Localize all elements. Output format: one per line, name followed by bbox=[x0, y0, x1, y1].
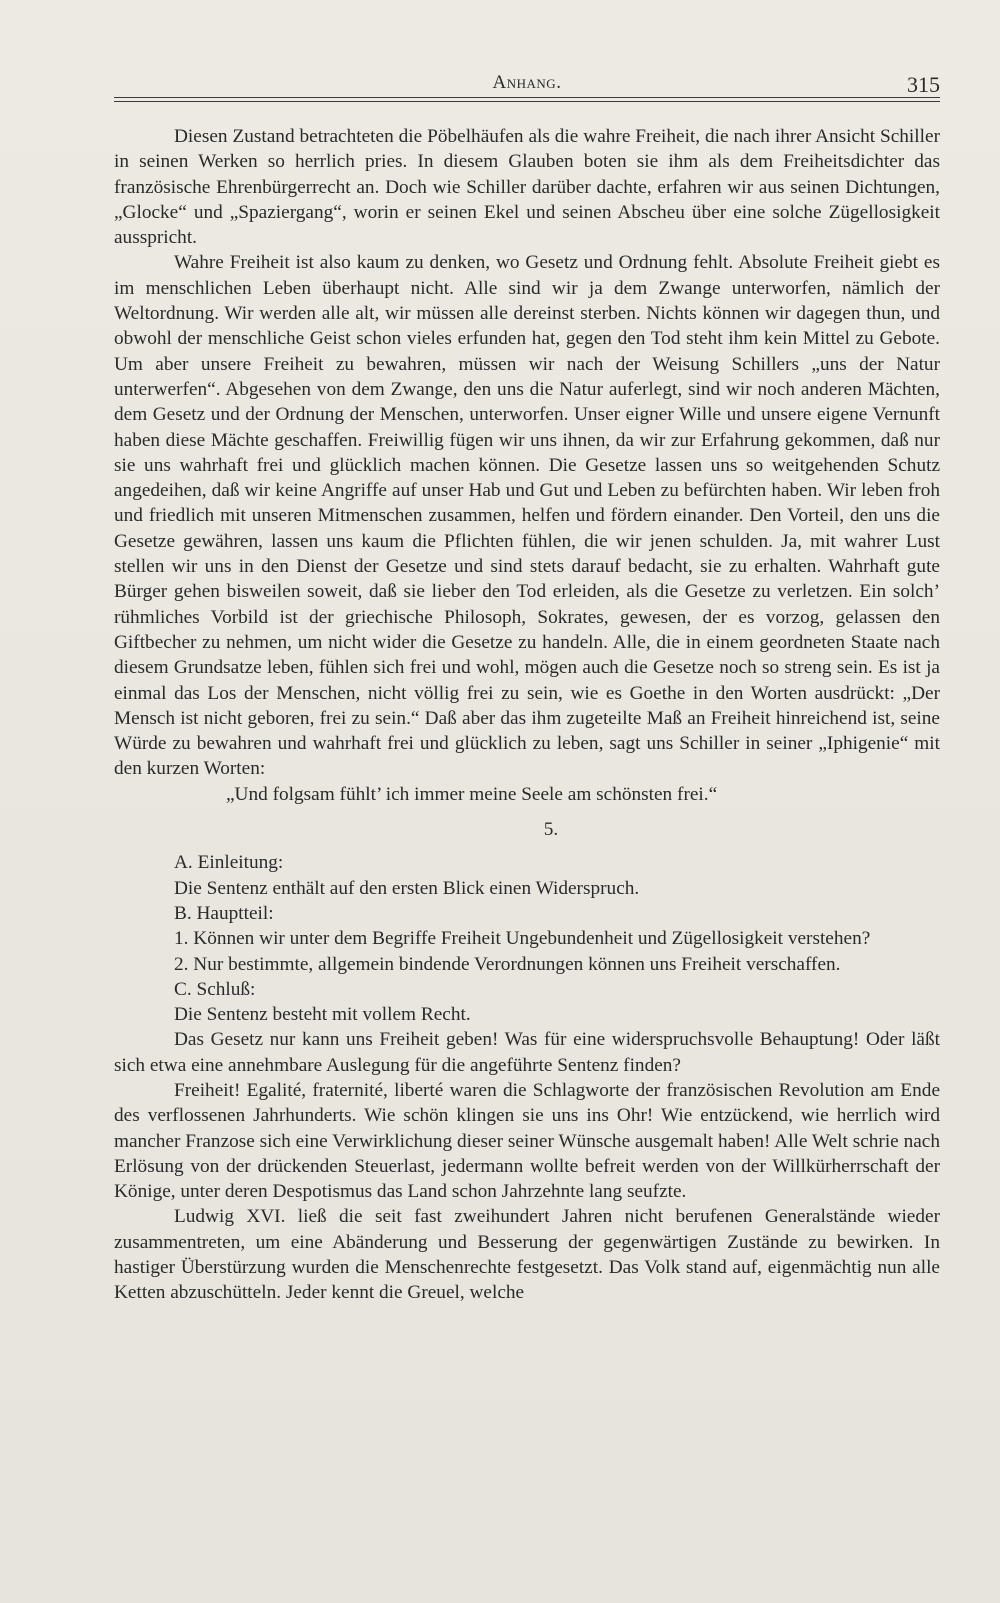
outline-c-text: Die Sentenz besteht mit vollem Recht. bbox=[174, 1004, 471, 1026]
paragraph-schiller-freedom: Diesen Zustand betrachteten die Pöbelhäufen als die wahre Freiheit, die nach ihrer Ansicht Schiller in seinen Werken so herrlich pries. In diesem Glauben boten sie ihm als dem Freiheitsdichter das französische Ehrenbürgerrecht an. Doch wie Schiller darüber dachte, erfahren wir aus seinen Dichtungen, „Glocke“ und „Spaziergang“, worin er seinen Ekel und seinen Abscheu über eine solche Zügellosigkeit ausspricht. bbox=[114, 126, 940, 249]
essay-paragraph-ludwig: Ludwig XVI. ließ die seit fast zweihundert Jahren nicht berufenen Generalstände wieder zusammentreten, um eine Abänderung und Besserung der gegenwärtigen Zustände zu bewirken. In hastiger Überstürzung wurden die Menschenrechte festgesetzt. Das Volk stand auf, eigenmächtig nun alle Ketten abzuschütteln. Jeder kennt die Greuel, welche bbox=[114, 1206, 940, 1304]
outline-a-text: Die Sentenz enthält auf den ersten Blick einen Widerspruch. bbox=[174, 877, 640, 899]
page-number: 315 bbox=[907, 72, 940, 97]
essay-paragraph-intro: Das Gesetz nur kann uns Freiheit geben! Was für eine widerspruchsvolle Behauptung! Oder läßt sich etwa eine annehmbare Auslegung für die angeführte Sentenz finden? bbox=[114, 1029, 940, 1076]
page-body bbox=[114, 124, 940, 1306]
outline-a-heading: A. Einleitung: bbox=[174, 852, 284, 874]
paragraph-true-freedom: Wahre Freiheit ist also kaum zu denken, wo Gesetz und Ordnung fehlt. Absolute Freiheit giebt es im menschlichen Leben überhaupt nicht. Alle sind wir ja dem Zwange unterworfen, nämlich der Weltordnung. Wir werden alle alt, wir müssen alle dereinst sterben. Nichts können wir dagegen thun, und obwohl der menschliche Geist schon vieles erfunden hat, gegen den Tod steht ihm kein Mittel zu Gebote. Um aber unsere Freiheit zu bewahren, müssen wir nach der Weisung Schillers „uns der Natur unterwerfen“. Abgesehen von dem Zwange, den uns die Natur auferlegt, sind wir noch anderen Mächten, dem Gesetz und der Ordnung der Menschen, unterworfen. Unser eigner Wille und unsere eigene Vernunft haben diese Mächte geschaffen. Freiwillig fügen wir uns ihnen, da wir zur Erfahrung gekommen, daß nur sie uns wahrhaft frei und glücklich machen können. Die Gesetze lassen uns so weitgehenden Schutz angedeihen, daß wir keine Angriffe auf unser Hab und Gut und Leben zu befürchten haben. Wir leben froh und friedlich mit unseren Mitmenschen zusammen, helfen und fördern einander. Den Vorteil, den uns die Gesetze gewähren, lassen uns kaum die Pflichten fühlen, die wir jenen schulden. Ja, mit wahrer Lust stellen wir uns in den Dienst der Gesetze und sind stets darauf bedacht, sie zu erhalten. Wahrhaft gute Bürger gehen bisweilen soweit, daß sie lieber den Tod erleiden, als die Gesetze zu verletzen. Ein solch’ rühmliches Vorbild ist der griechische Philosoph, Sokrates, gewesen, der es vorzog, gelassen den Giftbecher zu nehmen, um nicht wider die Gesetze zu handeln. Alle, die in einem geordneten Staate nach diesem Grundsatze leben, fühlen sich frei und wohl, mögen auch die Gesetze noch so streng sein. Es ist ja einmal das Los der Menschen, nicht völlig frei zu sein, wie es Goethe in den Worten ausdrückt: „Der Mensch ist nicht geboren, frei zu sein.“ Daß aber das ihm zugeteilte Maß an Freiheit hinreichend ist, seine Würde zu bewahren und wahrhaft frei und glücklich zu leben, sagt uns Schiller in seiner „Iphigenie“ mit den kurzen Worten: bbox=[114, 252, 940, 780]
outline-b-item-2: 2. Nur bestimmte, allgemein bindende Verordnungen können uns Freiheit verschaffen. bbox=[174, 953, 841, 975]
header-rule-top bbox=[114, 97, 940, 98]
outline-b-item-1: 1. Können wir unter dem Begriffe Freiheit Ungebundenheit und Zügellosigkeit verstehen? bbox=[174, 928, 871, 950]
iphigenie-quote: „Und folgsam fühlt’ ich immer meine Seele am schönsten frei.“ bbox=[226, 783, 718, 805]
header-rule-bottom bbox=[114, 101, 940, 102]
section-number: 5. bbox=[543, 819, 559, 841]
outline-b-heading: B. Hauptteil: bbox=[174, 902, 274, 924]
essay-paragraph-revolution: Freiheit! Egalité, fraternité, liberté waren die Schlagworte der französischen Revolution am Ende des verflossenen Jahrhunderts. Wie schön klingen sie uns ins Ohr! Wie entzückend, wie herrlich wird mancher Franzose sich eine Verwirklichung dieser seiner Wünsche ausgemalt haben! Alle Welt schrie nach Erlösung von der drückenden Steuerlast, jedermann wollte befreit werden von der Willkürherrschaft der Könige, unter deren Despotismus das Land schon Jahrzehnte lang seufzte. bbox=[114, 1079, 940, 1203]
outline-c-heading: C. Schluß: bbox=[174, 978, 256, 1000]
running-title: Anhang. bbox=[492, 72, 562, 93]
